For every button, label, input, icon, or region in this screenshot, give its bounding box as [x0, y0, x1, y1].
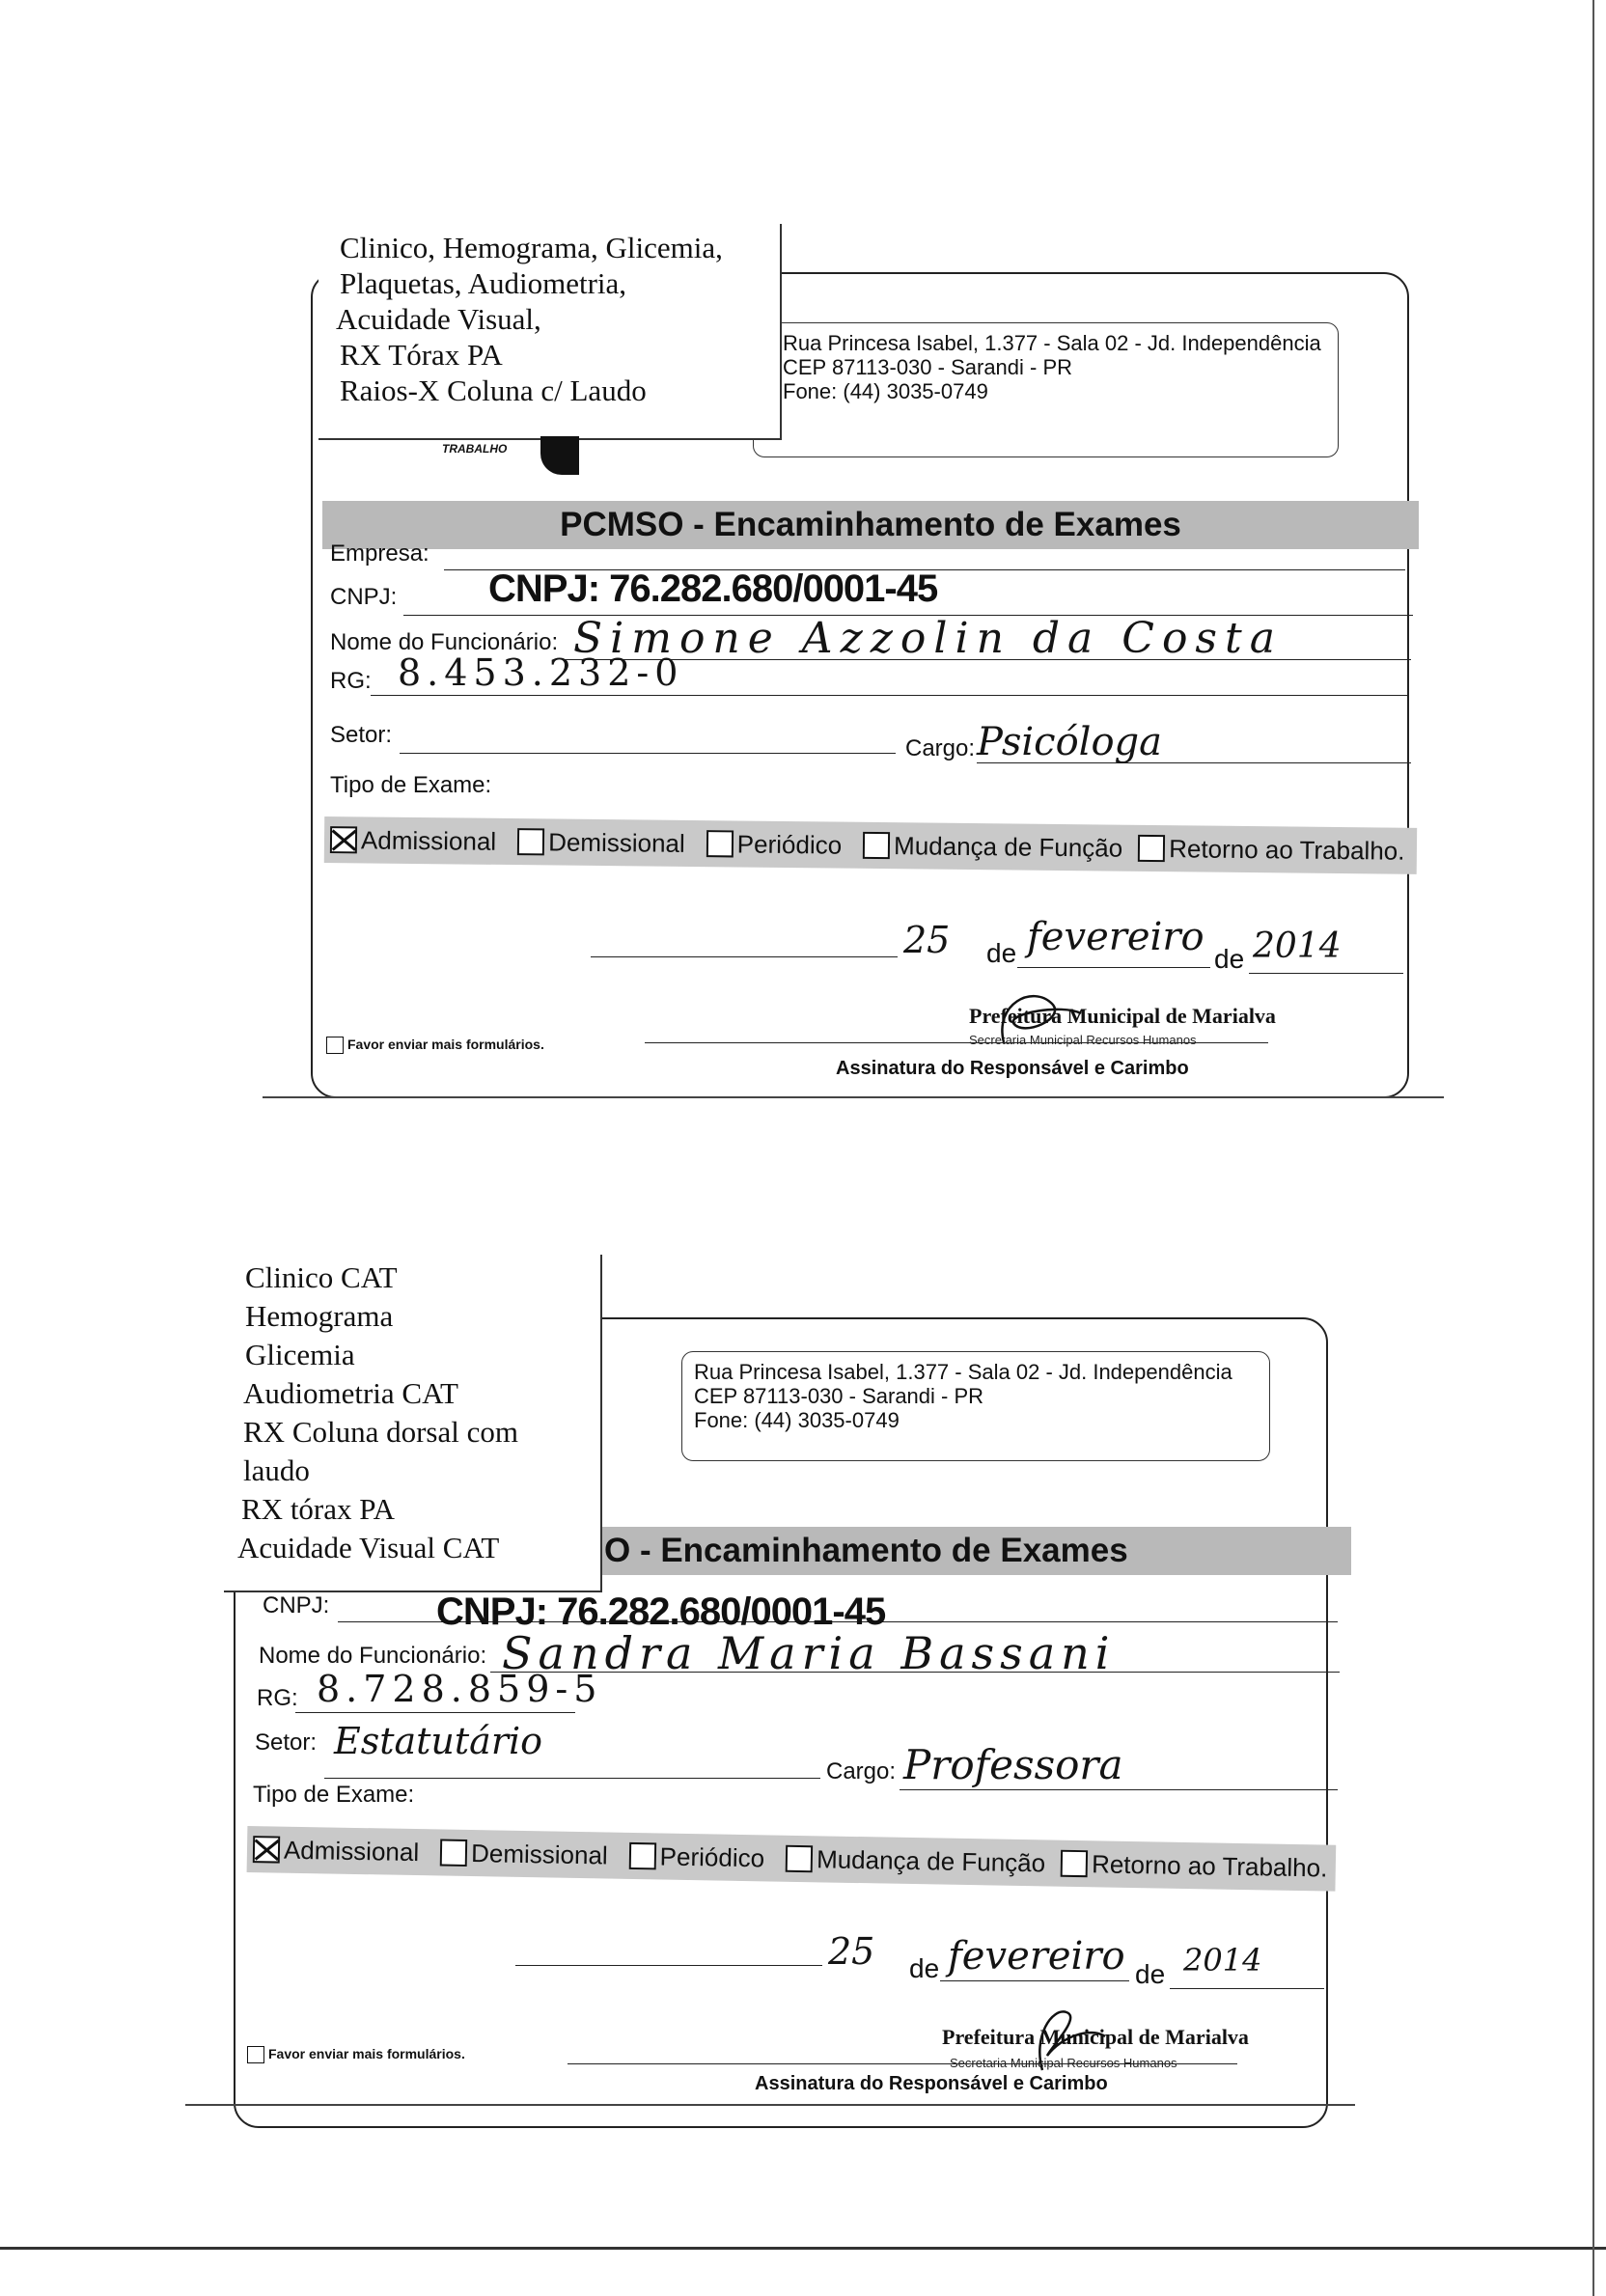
address-line: CEP 87113-030 - Sarandi - PR: [694, 1384, 984, 1408]
checkbox-demissional[interactable]: [517, 828, 544, 855]
address-line: Rua Princesa Isabel, 1.377 - Sala 02 - Jd. Independência: [783, 331, 1321, 355]
note-line: Clinico, Hemograma, Glicemia,: [340, 231, 723, 264]
favor-enviar: [247, 2046, 465, 2063]
date-de-2: de: [1214, 944, 1245, 974]
favor-label: Favor enviar mais formulários.: [347, 1037, 544, 1052]
signature-line: [645, 1042, 1268, 1043]
stamp-line-2: Secretaria Municipal Recursos Humanos: [950, 2056, 1177, 2070]
nome-label: Nome do Funcionário:: [330, 629, 559, 655]
option-label: Retorno ao Trabalho.: [1091, 1848, 1328, 1883]
nome-label: Nome do Funcionário:: [259, 1643, 487, 1669]
date-de-1: de: [986, 938, 1017, 968]
form-1-title: PCMSO - Encaminhamento de Exames: [322, 501, 1419, 549]
scan-right-border: [1592, 0, 1594, 2296]
date-year: 2014: [1183, 1942, 1262, 1978]
rg-label: RG:: [257, 1685, 298, 1711]
note-line: Glicemia: [245, 1338, 355, 1371]
date-de-2: de: [1135, 1959, 1166, 1989]
setor-value: Estatutário: [334, 1720, 543, 1762]
cnpj-label: CNPJ:: [330, 584, 398, 610]
date-month: fevereiro: [948, 1934, 1125, 1978]
stamp-line-1: Prefeitura Municipal de Marialva: [942, 2025, 1249, 2049]
checkbox-mudanca-funcao[interactable]: [863, 832, 890, 859]
date-day: 25: [828, 1930, 875, 1973]
favor-enviar: [326, 1037, 544, 1054]
option-label: Admissional: [360, 824, 497, 856]
setor-label: Setor:: [255, 1729, 318, 1756]
logo-text: TRABALHO: [442, 442, 508, 456]
cargo-value: Psicóloga: [977, 720, 1162, 764]
checkbox-mudanca-funcao[interactable]: [786, 1845, 813, 1872]
date-day: 25: [903, 919, 951, 961]
note-line: Acuidade Visual,: [336, 302, 541, 336]
date-line-left: [591, 956, 898, 957]
favor-checkbox[interactable]: [247, 2046, 264, 2063]
checkbox-periodico[interactable]: [706, 830, 734, 857]
setor-label: Setor:: [330, 722, 393, 748]
rg-value: 8.728.859-5: [317, 1668, 603, 1710]
cargo-label: Cargo:: [905, 735, 976, 761]
address-line: Rua Princesa Isabel, 1.377 - Sala 02 - Jd. Independência: [694, 1360, 1232, 1384]
note-line: RX Coluna dorsal com: [243, 1415, 518, 1449]
nome-value: Simone Azzolin da Costa: [573, 614, 1283, 663]
stamp-line-2: Secretaria Municipal Recursos Humanos: [969, 1033, 1197, 1047]
option-label: Demissional: [548, 826, 685, 858]
cnpj-label: CNPJ:: [263, 1592, 330, 1618]
note-line: laudo: [243, 1453, 310, 1487]
setor-line: [324, 1778, 820, 1779]
cargo-line: [900, 1789, 1338, 1790]
favor-label: Favor enviar mais formulários.: [268, 2046, 465, 2061]
form-1-exam-note: [318, 224, 782, 440]
date-de-1: de: [909, 1953, 940, 1983]
signature-line: [568, 2063, 1237, 2064]
note-line: RX Tórax PA: [340, 338, 503, 372]
address-line: Fone: (44) 3035-0749: [783, 379, 988, 403]
empresa-label: Empresa:: [330, 540, 429, 567]
note-line: Hemograma: [245, 1299, 394, 1333]
rg-value: 8.453.232-0: [398, 651, 684, 694]
ministry-logo: [415, 436, 581, 475]
date-line-left: [515, 1965, 822, 1966]
scan-edge-line: [0, 2247, 1606, 2250]
cargo-value: Professora: [903, 1741, 1123, 1788]
option-label: Retorno ao Trabalho.: [1169, 833, 1405, 866]
checkbox-admissional[interactable]: [253, 1836, 280, 1863]
date-year: 2014: [1253, 927, 1342, 966]
cnpj-value: CNPJ: 76.282.680/0001-45: [436, 1591, 886, 1633]
checkbox-admissional[interactable]: [330, 826, 357, 853]
address-line: Fone: (44) 3035-0749: [694, 1408, 900, 1432]
note-line: Plaquetas, Audiometria,: [340, 266, 627, 300]
note-line: Raios-X Coluna c/ Laudo: [340, 373, 647, 407]
tipo-exame-label: Tipo de Exame:: [253, 1782, 415, 1808]
cargo-label: Cargo:: [826, 1758, 897, 1784]
form-2-exam-note: [224, 1255, 602, 1592]
tipo-exame-label: Tipo de Exame:: [330, 772, 492, 798]
form-2-title: O - Encaminhamento de Exames: [598, 1527, 1351, 1575]
note-line: Audiometria CAT: [243, 1376, 458, 1410]
date-line-month: [1017, 967, 1210, 968]
option-label: Admissional: [283, 1835, 420, 1867]
checkbox-retorno-trabalho[interactable]: [1061, 1850, 1088, 1877]
stamp-line-1: Prefeitura Municipal de Marialva: [969, 1004, 1276, 1028]
note-line: Acuidade Visual CAT: [237, 1531, 500, 1564]
address-line: CEP 87113-030 - Sarandi - PR: [783, 355, 1073, 379]
scan-edge-line: [263, 1096, 1444, 1098]
checkbox-demissional[interactable]: [440, 1839, 467, 1866]
rg-label: RG:: [330, 668, 372, 694]
nome-value: Sandra Maria Bassani: [502, 1627, 1116, 1679]
cnpj-value: CNPJ: 76.282.680/0001-45: [488, 567, 938, 610]
logo-mark: [540, 436, 579, 475]
form-2-address-box: [681, 1351, 1270, 1461]
setor-line: [400, 753, 896, 754]
date-line-month: [940, 1980, 1129, 1981]
option-label: Periódico: [659, 1840, 765, 1872]
signature-caption: Assinatura do Responsável e Carimbo: [755, 2073, 1108, 2094]
signature-caption: Assinatura do Responsável e Carimbo: [836, 1058, 1189, 1079]
checkbox-periodico[interactable]: [628, 1842, 655, 1869]
option-label: Mudança de Função: [816, 1843, 1046, 1877]
option-label: Mudança de Função: [894, 830, 1123, 863]
rg-line: [371, 695, 1409, 696]
checkbox-retorno-trabalho[interactable]: [1138, 835, 1165, 862]
option-label: Demissional: [470, 1838, 608, 1870]
date-month: fevereiro: [1027, 915, 1204, 959]
note-line: Clinico CAT: [245, 1260, 398, 1294]
option-label: Periódico: [736, 828, 843, 860]
date-line-year: [1249, 973, 1403, 974]
rg-line: [295, 1712, 575, 1713]
note-line: RX tórax PA: [241, 1492, 396, 1526]
date-line-year: [1170, 1988, 1324, 1989]
favor-checkbox[interactable]: [326, 1037, 344, 1054]
scan-edge-line: [185, 2104, 1355, 2106]
form-1-address-box: [753, 322, 1339, 457]
